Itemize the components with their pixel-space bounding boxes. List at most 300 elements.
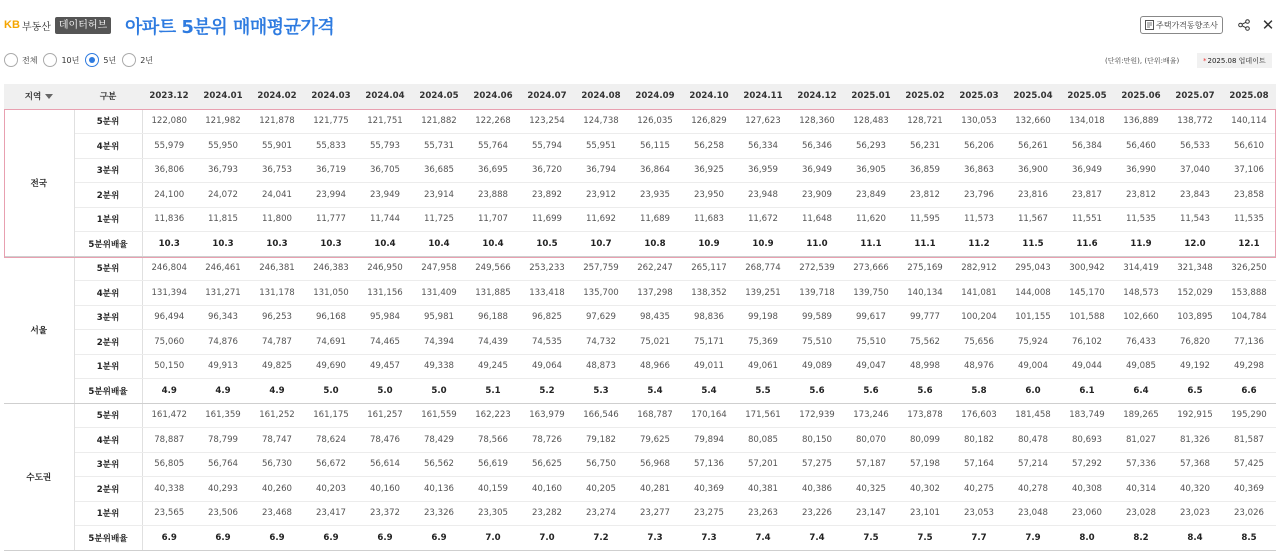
value-cell: 79,625: [628, 428, 682, 453]
logo-datahub-badge: 데이터허브: [55, 17, 111, 34]
value-cell: 78,726: [520, 428, 574, 453]
value-cell: 11,683: [682, 207, 736, 232]
value-cell: 6.9: [142, 526, 196, 551]
value-cell: 75,924: [1006, 330, 1060, 355]
value-cell: 8.4: [1168, 526, 1222, 551]
value-cell: 23,909: [790, 183, 844, 208]
value-cell: 98,836: [682, 305, 736, 330]
value-cell: 23,935: [628, 183, 682, 208]
value-cell: 56,764: [196, 452, 250, 477]
value-cell: 97,629: [574, 305, 628, 330]
table-row: [4, 183, 1276, 208]
value-cell: 56,460: [1114, 134, 1168, 159]
value-cell: 56,115: [628, 134, 682, 159]
value-cell: 36,905: [844, 158, 898, 183]
value-cell: 80,085: [736, 428, 790, 453]
value-cell: 56,533: [1168, 134, 1222, 159]
value-cell: 96,343: [196, 305, 250, 330]
value-cell: 49,061: [736, 354, 790, 379]
value-cell: 49,690: [304, 354, 358, 379]
value-cell: 136,889: [1114, 109, 1168, 134]
value-cell: 49,825: [250, 354, 304, 379]
region-cell: 전국: [4, 109, 74, 256]
value-cell: 326,250: [1222, 256, 1276, 281]
value-cell: 11.9: [1114, 232, 1168, 257]
value-cell: 40,369: [682, 477, 736, 502]
radio-circle-icon: [122, 53, 136, 67]
value-cell: 56,261: [1006, 134, 1060, 159]
quintile-label: 2분위: [74, 477, 142, 502]
value-cell: 48,976: [952, 354, 1006, 379]
value-cell: 56,293: [844, 134, 898, 159]
month-header: 2025.02: [898, 84, 952, 109]
value-cell: 36,695: [466, 158, 520, 183]
value-cell: 10.3: [196, 232, 250, 257]
value-cell: 23,912: [574, 183, 628, 208]
value-cell: 161,252: [250, 403, 304, 428]
value-cell: 121,878: [250, 109, 304, 134]
value-cell: 56,384: [1060, 134, 1114, 159]
value-cell: 8.0: [1060, 526, 1114, 551]
value-cell: 139,718: [790, 281, 844, 306]
period-radio-3[interactable]: [122, 53, 153, 67]
value-cell: 6.4: [1114, 379, 1168, 404]
value-cell: 23,028: [1114, 501, 1168, 526]
value-cell: 153,888: [1222, 281, 1276, 306]
value-cell: 99,198: [736, 305, 790, 330]
table-row: [4, 452, 1276, 477]
value-cell: 168,787: [628, 403, 682, 428]
value-cell: 74,691: [304, 330, 358, 355]
value-cell: 23,147: [844, 501, 898, 526]
value-cell: 57,201: [736, 452, 790, 477]
month-header: 2024.04: [358, 84, 412, 109]
period-radio-0[interactable]: [4, 53, 37, 67]
value-cell: 50,150: [142, 354, 196, 379]
region-group: [4, 256, 1276, 403]
value-cell: 10.4: [466, 232, 520, 257]
value-cell: 11,725: [412, 207, 466, 232]
quintile-label: 5분위: [74, 256, 142, 281]
value-cell: 300,942: [1060, 256, 1114, 281]
value-cell: 81,587: [1222, 428, 1276, 453]
value-cell: 56,610: [1222, 134, 1276, 159]
value-cell: 176,603: [952, 403, 1006, 428]
value-cell: 5.0: [304, 379, 358, 404]
value-cell: 131,156: [358, 281, 412, 306]
value-cell: 55,794: [520, 134, 574, 159]
value-cell: 11,567: [1006, 207, 1060, 232]
value-cell: 166,546: [574, 403, 628, 428]
region-cell: 수도권: [4, 403, 74, 550]
value-cell: 40,369: [1222, 477, 1276, 502]
value-cell: 55,764: [466, 134, 520, 159]
value-cell: 49,044: [1060, 354, 1114, 379]
value-cell: 55,901: [250, 134, 304, 159]
value-cell: 5.2: [520, 379, 574, 404]
value-cell: 40,325: [844, 477, 898, 502]
value-cell: 55,950: [196, 134, 250, 159]
value-cell: 96,168: [304, 305, 358, 330]
value-cell: 40,314: [1114, 477, 1168, 502]
value-cell: 75,060: [142, 330, 196, 355]
value-cell: 95,981: [412, 305, 466, 330]
value-cell: 23,048: [1006, 501, 1060, 526]
value-cell: 56,231: [898, 134, 952, 159]
value-cell: 7.3: [682, 526, 736, 551]
value-cell: 10.8: [628, 232, 682, 257]
page-title: 아파트 5분위 매매평균가격: [125, 17, 335, 38]
month-header: 2024.08: [574, 84, 628, 109]
value-cell: 10.4: [412, 232, 466, 257]
value-cell: 123,254: [520, 109, 574, 134]
period-radio-label: 10년: [61, 55, 80, 65]
value-cell: 161,472: [142, 403, 196, 428]
quintile-label: 1분위: [74, 207, 142, 232]
value-cell: 11,815: [196, 207, 250, 232]
radio-circle-icon: [4, 53, 18, 67]
value-cell: 36,794: [574, 158, 628, 183]
quintile-label: 4분위: [74, 281, 142, 306]
value-cell: 36,863: [952, 158, 1006, 183]
quintile-label: 3분위: [74, 158, 142, 183]
value-cell: 11,836: [142, 207, 196, 232]
value-cell: 139,251: [736, 281, 790, 306]
value-cell: 139,750: [844, 281, 898, 306]
month-header: 2025.08: [1222, 84, 1276, 109]
value-cell: 134,018: [1060, 109, 1114, 134]
month-header: 2024.12: [790, 84, 844, 109]
update-text: 2025.08 업데이트: [1207, 56, 1266, 65]
value-cell: 11,672: [736, 207, 790, 232]
value-cell: 57,214: [1006, 452, 1060, 477]
value-cell: 161,175: [304, 403, 358, 428]
value-cell: 79,182: [574, 428, 628, 453]
value-cell: 36,719: [304, 158, 358, 183]
category-header: 구분: [74, 84, 142, 109]
value-cell: 23,950: [682, 183, 736, 208]
value-cell: 24,072: [196, 183, 250, 208]
value-cell: 36,925: [682, 158, 736, 183]
value-cell: 40,159: [466, 477, 520, 502]
value-cell: 96,188: [466, 305, 520, 330]
period-radio-label: 2년: [140, 55, 154, 65]
value-cell: 78,747: [250, 428, 304, 453]
value-cell: 56,619: [466, 452, 520, 477]
value-cell: 122,268: [466, 109, 520, 134]
value-cell: 11,707: [466, 207, 520, 232]
value-cell: 96,825: [520, 305, 574, 330]
value-cell: 80,182: [952, 428, 1006, 453]
value-cell: 75,562: [898, 330, 952, 355]
value-cell: 11,535: [1222, 207, 1276, 232]
value-cell: 6.6: [1222, 379, 1276, 404]
region-header[interactable]: [4, 84, 74, 109]
value-cell: 268,774: [736, 256, 790, 281]
month-header: 2024.03: [304, 84, 358, 109]
value-cell: 192,915: [1168, 403, 1222, 428]
value-cell: 11,689: [628, 207, 682, 232]
value-cell: 246,383: [304, 256, 358, 281]
value-cell: 10.4: [358, 232, 412, 257]
value-cell: 96,253: [250, 305, 304, 330]
table-row: [4, 256, 1276, 281]
value-cell: 23,263: [736, 501, 790, 526]
value-cell: 40,260: [250, 477, 304, 502]
value-cell: 56,750: [574, 452, 628, 477]
value-cell: 11.6: [1060, 232, 1114, 257]
value-cell: 135,700: [574, 281, 628, 306]
value-cell: 23,506: [196, 501, 250, 526]
quintile-label: 1분위: [74, 354, 142, 379]
value-cell: 23,892: [520, 183, 574, 208]
value-cell: 102,660: [1114, 305, 1168, 330]
value-cell: 6.9: [196, 526, 250, 551]
value-cell: 36,753: [250, 158, 304, 183]
value-cell: 127,623: [736, 109, 790, 134]
table-row: [4, 305, 1276, 330]
value-cell: 37,040: [1168, 158, 1222, 183]
value-cell: 5.3: [574, 379, 628, 404]
value-cell: 56,805: [142, 452, 196, 477]
value-cell: 11,573: [952, 207, 1006, 232]
value-cell: 48,998: [898, 354, 952, 379]
value-cell: 173,878: [898, 403, 952, 428]
value-cell: 11,595: [898, 207, 952, 232]
value-cell: 181,458: [1006, 403, 1060, 428]
value-cell: 23,053: [952, 501, 1006, 526]
table-row: [4, 134, 1276, 159]
value-cell: 282,912: [952, 256, 1006, 281]
value-cell: 247,958: [412, 256, 466, 281]
value-cell: 5.0: [358, 379, 412, 404]
value-cell: 80,478: [1006, 428, 1060, 453]
close-button[interactable]: [1260, 16, 1276, 34]
value-cell: 121,751: [358, 109, 412, 134]
value-cell: 23,026: [1222, 501, 1276, 526]
value-cell: 132,660: [1006, 109, 1060, 134]
value-cell: 23,282: [520, 501, 574, 526]
value-cell: 10.5: [520, 232, 574, 257]
value-cell: 11.0: [790, 232, 844, 257]
region-group: [4, 403, 1276, 550]
value-cell: 23,305: [466, 501, 520, 526]
value-cell: 56,672: [304, 452, 358, 477]
table-row: [4, 330, 1276, 355]
value-cell: 144,008: [1006, 281, 1060, 306]
value-cell: 36,949: [790, 158, 844, 183]
value-cell: 161,257: [358, 403, 412, 428]
value-cell: 36,806: [142, 158, 196, 183]
value-cell: 104,784: [1222, 305, 1276, 330]
value-cell: 40,205: [574, 477, 628, 502]
value-cell: 81,027: [1114, 428, 1168, 453]
value-cell: 75,510: [790, 330, 844, 355]
quintile-label: 5분위배율: [74, 526, 142, 551]
value-cell: 6.9: [250, 526, 304, 551]
value-cell: 7.9: [1006, 526, 1060, 551]
value-cell: 321,348: [1168, 256, 1222, 281]
table-row: [4, 207, 1276, 232]
value-cell: 161,559: [412, 403, 466, 428]
quintile-label: 3분위: [74, 305, 142, 330]
quintile-label: 3분위: [74, 452, 142, 477]
value-cell: 6.5: [1168, 379, 1222, 404]
value-cell: 7.4: [736, 526, 790, 551]
radio-circle-icon: [85, 53, 99, 67]
value-cell: 49,192: [1168, 354, 1222, 379]
value-cell: 23,277: [628, 501, 682, 526]
period-radio-2[interactable]: [85, 53, 116, 67]
value-cell: 23,101: [898, 501, 952, 526]
value-cell: 12.1: [1222, 232, 1276, 257]
month-header: 2024.02: [250, 84, 304, 109]
value-cell: 23,796: [952, 183, 1006, 208]
value-cell: 126,035: [628, 109, 682, 134]
value-cell: 23,849: [844, 183, 898, 208]
value-cell: 314,419: [1114, 256, 1168, 281]
value-cell: 37,106: [1222, 158, 1276, 183]
value-cell: 11,692: [574, 207, 628, 232]
value-cell: 100,204: [952, 305, 1006, 330]
value-cell: 7.0: [466, 526, 520, 551]
value-cell: 57,198: [898, 452, 952, 477]
value-cell: 11.1: [898, 232, 952, 257]
value-cell: 148,573: [1114, 281, 1168, 306]
month-header: 2025.01: [844, 84, 898, 109]
value-cell: 137,298: [628, 281, 682, 306]
value-cell: 81,326: [1168, 428, 1222, 453]
value-cell: 23,326: [412, 501, 466, 526]
value-cell: 23,858: [1222, 183, 1276, 208]
value-cell: 101,588: [1060, 305, 1114, 330]
value-cell: 11,777: [304, 207, 358, 232]
kb-logo[interactable]: [4, 16, 111, 34]
value-cell: 131,394: [142, 281, 196, 306]
quintile-label: 5분위: [74, 403, 142, 428]
month-header: 2025.04: [1006, 84, 1060, 109]
value-cell: 122,080: [142, 109, 196, 134]
value-cell: 23,060: [1060, 501, 1114, 526]
value-cell: 36,720: [520, 158, 574, 183]
table-row: [4, 477, 1276, 502]
value-cell: 74,465: [358, 330, 412, 355]
value-cell: 78,566: [466, 428, 520, 453]
region-group: [4, 109, 1276, 256]
value-cell: 11,800: [250, 207, 304, 232]
housing-survey-button[interactable]: [1140, 16, 1223, 34]
month-header: 2024.10: [682, 84, 736, 109]
value-cell: 5.6: [844, 379, 898, 404]
value-cell: 80,150: [790, 428, 844, 453]
share-button[interactable]: [1236, 16, 1252, 34]
value-cell: 76,102: [1060, 330, 1114, 355]
value-cell: 74,732: [574, 330, 628, 355]
quintile-label: 2분위: [74, 330, 142, 355]
value-cell: 131,050: [304, 281, 358, 306]
value-cell: 48,873: [574, 354, 628, 379]
region-header-label: 지역: [24, 92, 42, 103]
value-cell: 74,535: [520, 330, 574, 355]
value-cell: 6.9: [358, 526, 412, 551]
value-cell: 140,114: [1222, 109, 1276, 134]
value-cell: 128,483: [844, 109, 898, 134]
value-cell: 11,648: [790, 207, 844, 232]
value-cell: 75,021: [628, 330, 682, 355]
value-cell: 126,829: [682, 109, 736, 134]
value-cell: 5.5: [736, 379, 790, 404]
logo-kb: KB: [4, 19, 20, 31]
value-cell: 74,787: [250, 330, 304, 355]
period-radio-1[interactable]: [43, 53, 79, 67]
document-icon: [1145, 20, 1154, 30]
value-cell: 7.7: [952, 526, 1006, 551]
month-header: 2023.12: [142, 84, 196, 109]
value-cell: 7.5: [844, 526, 898, 551]
value-cell: 253,233: [520, 256, 574, 281]
filter-icon[interactable]: [45, 94, 53, 99]
value-cell: 173,246: [844, 403, 898, 428]
table-row: [4, 232, 1276, 257]
value-cell: 40,275: [952, 477, 1006, 502]
value-cell: 273,666: [844, 256, 898, 281]
value-cell: 4.9: [196, 379, 250, 404]
value-cell: 8.2: [1114, 526, 1168, 551]
value-cell: 23,948: [736, 183, 790, 208]
value-cell: 78,887: [142, 428, 196, 453]
quintile-label: 4분위: [74, 428, 142, 453]
value-cell: 40,281: [628, 477, 682, 502]
value-cell: 138,772: [1168, 109, 1222, 134]
value-cell: 78,624: [304, 428, 358, 453]
value-cell: 7.5: [898, 526, 952, 551]
value-cell: 98,435: [628, 305, 682, 330]
housing-survey-label: 주택가격동향조사: [1156, 20, 1218, 30]
value-cell: 56,562: [412, 452, 466, 477]
value-cell: 6.1: [1060, 379, 1114, 404]
value-cell: 49,011: [682, 354, 736, 379]
value-cell: 11,744: [358, 207, 412, 232]
value-cell: 246,381: [250, 256, 304, 281]
value-cell: 74,439: [466, 330, 520, 355]
value-cell: 131,409: [412, 281, 466, 306]
value-cell: 265,117: [682, 256, 736, 281]
value-cell: 55,979: [142, 134, 196, 159]
value-cell: 23,914: [412, 183, 466, 208]
month-header: 2025.07: [1168, 84, 1222, 109]
value-cell: 40,278: [1006, 477, 1060, 502]
month-header: 2025.06: [1114, 84, 1168, 109]
value-cell: 4.9: [250, 379, 304, 404]
value-cell: 23,226: [790, 501, 844, 526]
value-cell: 36,685: [412, 158, 466, 183]
quintile-label: 1분위: [74, 501, 142, 526]
value-cell: 40,302: [898, 477, 952, 502]
unit-note: (단위:만원), (단위:배율): [1105, 57, 1180, 65]
value-cell: 131,271: [196, 281, 250, 306]
table-row: [4, 158, 1276, 183]
header-bar: [0, 0, 1280, 50]
value-cell: 23,994: [304, 183, 358, 208]
month-header: 2025.03: [952, 84, 1006, 109]
value-cell: 80,693: [1060, 428, 1114, 453]
value-cell: 23,812: [898, 183, 952, 208]
value-cell: 99,617: [844, 305, 898, 330]
value-cell: 162,223: [466, 403, 520, 428]
value-cell: 49,298: [1222, 354, 1276, 379]
value-cell: 133,418: [520, 281, 574, 306]
value-cell: 6.0: [1006, 379, 1060, 404]
